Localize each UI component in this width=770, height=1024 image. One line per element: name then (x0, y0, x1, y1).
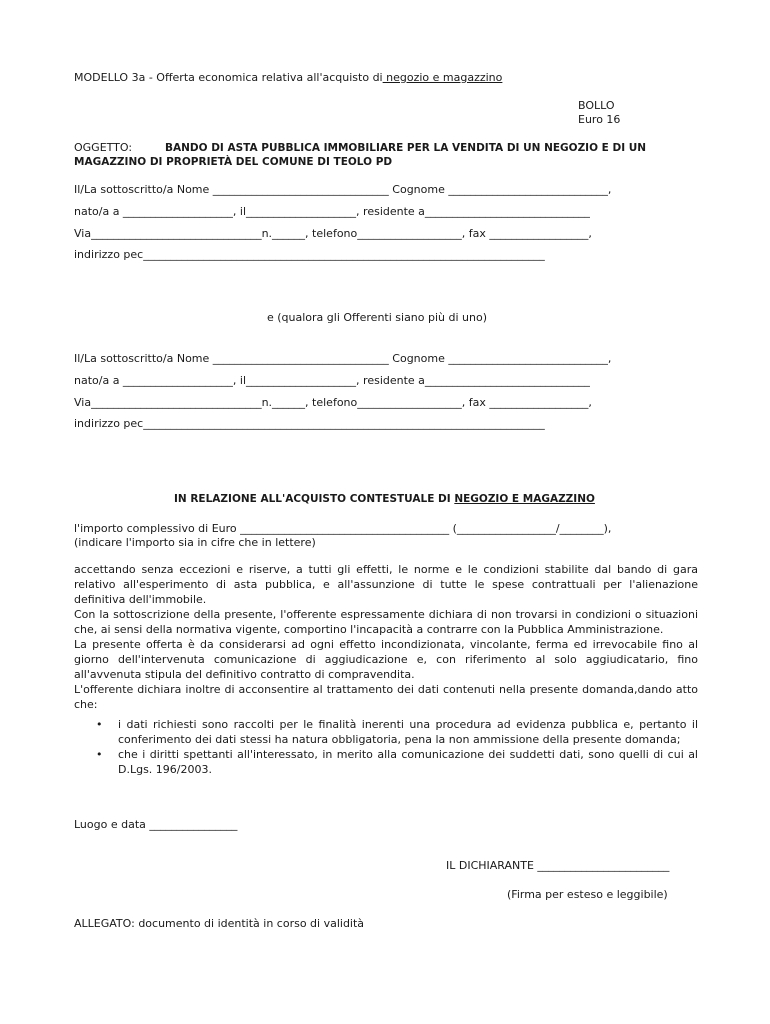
oggetto-line2: MAGAZZINO DI PROPRIETÀ DEL COMUNE DI TEOLO PD (74, 156, 393, 168)
form2-nascita-row[interactable]: nato/a a ____________________, il____________________, residente a______________________________ (74, 374, 590, 387)
oggetto-line1: BANDO DI ASTA PUBBLICA IMMOBILIARE PER LA VENDITA DI UN NEGOZIO E DI UN (165, 142, 647, 154)
bollo-label: BOLLO (578, 99, 615, 112)
bullet-text: i dati richiesti sono raccolti per le finalità inerenti una procedura ad evidenza pubblica e, pertanto il conferimento dei dati stessi ha natura obbligatoria, pena la non ammissione della presente domanda; (118, 718, 698, 746)
list-item (96, 717, 698, 747)
section-title-text: IN RELAZIONE ALL'ACQUISTO CONTESTUALE DI (174, 493, 455, 505)
paragraph-data-consent: L'offerente dichiara inoltre di acconsentire al trattamento dei dati contenuti nella presente domanda,dando atto che: (74, 683, 698, 711)
bullet-text: che i diritti spettanti all'interessato, in merito alla comunicazione dei suddetti dati, sono quelli di cui al D.Lgs. 196/2003. (118, 748, 698, 776)
oggetto-label: OGGETTO: (74, 141, 133, 154)
luogo-data-field[interactable]: Luogo e data ________________ (74, 818, 238, 831)
signature-hint: (Firma per esteso e leggibile) (507, 888, 668, 901)
section-title (174, 492, 595, 506)
bullet-icon: • (96, 718, 103, 731)
form2-pec-row[interactable]: indirizzo pec_________________________________________________________________________ (74, 417, 545, 430)
model-title-underlined: negozio e magazzino (382, 71, 503, 84)
form1-nome-row[interactable]: Il/La sottoscritto/a Nome ________________________________ Cognome _____________________________, (74, 183, 612, 196)
form2-nome-row[interactable]: Il/La sottoscritto/a Nome ________________________________ Cognome _____________________________, (74, 352, 612, 365)
importo-row[interactable]: l'importo complessivo di Euro ______________________________________ (__________________/________), (74, 522, 612, 535)
consent-bullet-list (96, 717, 698, 777)
form1-pec-row[interactable]: indirizzo pec_________________________________________________________________________ (74, 248, 545, 261)
additional-offerers-note: e (qualora gli Offerenti siano più di uno) (267, 311, 488, 324)
importo-hint: (indicare l'importo sia in cifre che in lettere) (74, 536, 316, 549)
dichiarante-signature-field[interactable]: IL DICHIARANTE ________________________ (446, 859, 670, 872)
section-title-underlined: NEGOZIO E MAGAZZINO (454, 493, 595, 505)
list-item (96, 747, 698, 777)
allegato-note: ALLEGATO: documento di identità in corso di validità (74, 917, 365, 930)
form1-indirizzo-row[interactable]: Via_______________________________n.______, telefono___________________, fax __________________, (74, 227, 592, 240)
body-text (74, 562, 698, 712)
paragraph-declaration: Con la sottoscrizione della presente, l'offerente espressamente dichiara di non trovarsi in condizioni o situazioni che, ai sensi della normativa vigente, comportino l'incapacità a contrarre con la Pubblica Amministrazione. (74, 608, 698, 636)
model-title (74, 71, 502, 85)
form1-nascita-row[interactable]: nato/a a ____________________, il____________________, residente a______________________________ (74, 205, 590, 218)
form2-indirizzo-row[interactable]: Via_______________________________n.______, telefono___________________, fax __________________, (74, 396, 592, 409)
bollo-amount: Euro 16 (578, 113, 621, 126)
paragraph-binding-offer: La presente offerta è da considerarsi ad ogni effetto incondizionata, vincolante, ferma ed irrevocabile fino al giorno dell'intervenuta comunicazione di aggiudicazione e, con riferimento al solo aggiudicatario, fino all'avvenuta stipula del definitivo contratto di compravendita. (74, 638, 698, 681)
bullet-icon: • (96, 748, 103, 761)
paragraph-acceptance: accettando senza eccezioni e riserve, a tutti gli effetti, le norme e le condizioni stabilite dal bando di gara relativo all'esperimento di asta pubblica, e all'assunzione di tutte le spese contrattuali per l'alienazione definitiva dell'immobile. (74, 563, 698, 606)
model-title-text: MODELLO 3a - Offerta economica relativa all'acquisto di (74, 71, 383, 84)
